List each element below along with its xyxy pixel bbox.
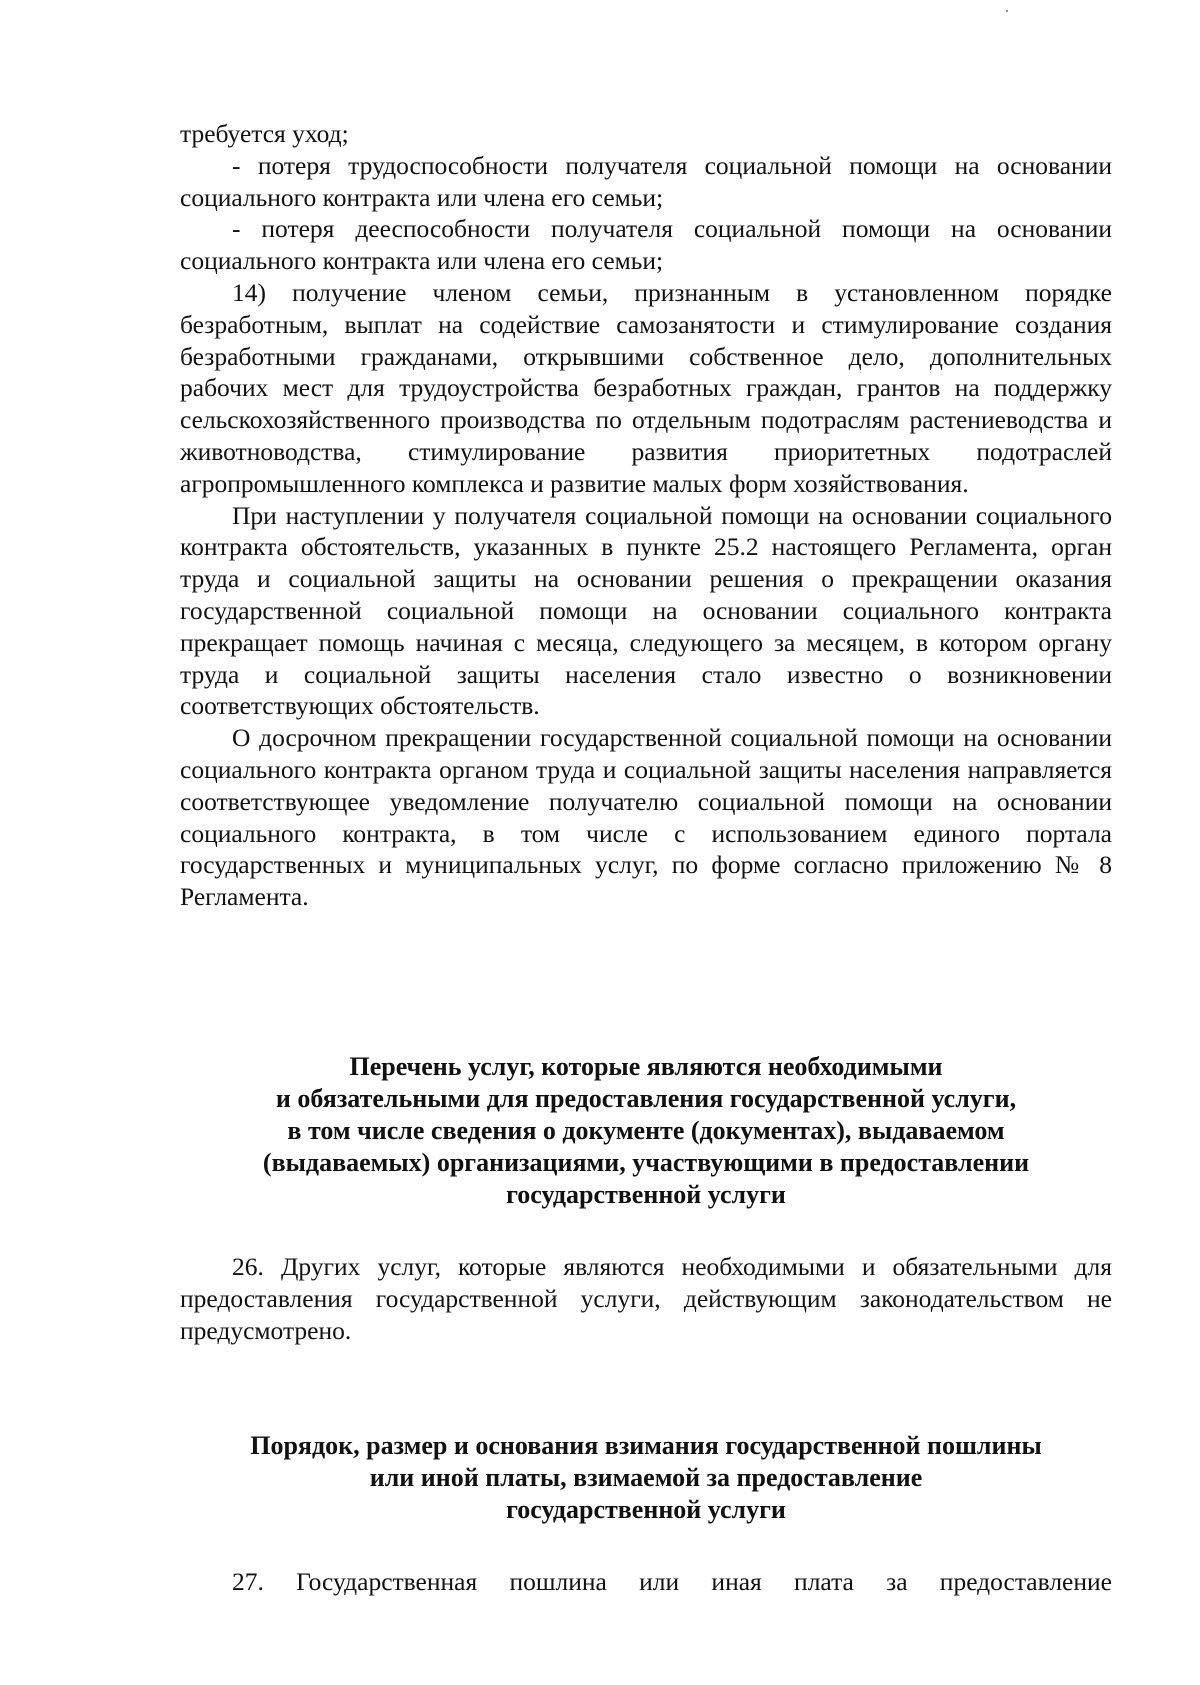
- paragraph-26: 26. Других услуг, которые являются необходимыми и обязательными для предоставления государственной услуги, действующим законодательством не предусмотрено.: [180, 1251, 1112, 1345]
- heading-line: или иной платы, взимаемой за предоставление: [369, 1463, 923, 1493]
- heading-line: Порядок, размер и основания взимания государственной пошлины: [250, 1431, 1042, 1461]
- paragraph-early-termination: О досрочном прекращении государственной социальной помощи на основании социального контракта органом труда и социальной защиты населения направляется соответствующее уведомление получателю социальной помощи на основании социального контракта, в том числе с использованием единого портала государственных и муниципальных услуг, по форме согласно приложению № 8 Регламента.: [180, 723, 1112, 912]
- heading-line: в том числе сведения о документе (документах), выдаваемом: [287, 1115, 1005, 1145]
- item-14: 14) получение членом семьи, признанным в установленном порядке безработным, выплат на содействие самозанятости и стимулирование создания безработными гражданами, открывшими собственное дело, дополнительных рабочих мест для трудоустройства безработных граждан, грантов на поддержку сельскохозяйственного производства по отдельным подотраслям растениеводства и животноводства, стимулирование развития приоритетных подотраслей агропромышленного комплекса и развитие малых форм хозяйствования.: [180, 277, 1112, 498]
- section-heading-required-services: [180, 1051, 1112, 1211]
- bullet-loss-work-capacity: - потеря трудоспособности получателя социальной помощи на основании социального контракта или члена его семьи;: [180, 150, 1112, 212]
- bullet-loss-legal-capacity: - потеря дееспособности получателя социальной помощи на основании социального контракта или члена его семьи;: [180, 214, 1112, 276]
- heading-line: и обязательными для предоставления государственной услуги,: [275, 1083, 1017, 1113]
- paragraph-termination: При наступлении у получателя социальной помощи на основании социального контракта обстоятельств, указанных в пункте 25.2 настоящего Регламента, орган труда и социальной защиты на основании решения о прекращении оказания государственной социальной помощи на основании социального контракта прекращает помощь начиная с месяца, следующего за месяцем, в котором органу труда и социальной защиты населения стало известно о возникновении соответствующих обстоятельств.: [180, 500, 1112, 721]
- heading-line: государственной услуги: [506, 1495, 786, 1525]
- heading-line: государственной услуги: [506, 1179, 786, 1209]
- heading-line: Перечень услуг, которые являются необходимыми: [349, 1051, 943, 1081]
- section-heading-state-fee: [180, 1430, 1112, 1526]
- document-page: [180, 118, 1112, 1598]
- text-line-care: требуется уход;: [180, 119, 349, 148]
- scan-speck: [1006, 10, 1008, 12]
- heading-line: (выдаваемых) организациями, участвующими в предоставлении: [262, 1147, 1030, 1177]
- paragraph-27: 27. Государственная пошлина или иная плата за предоставление: [232, 1567, 1112, 1597]
